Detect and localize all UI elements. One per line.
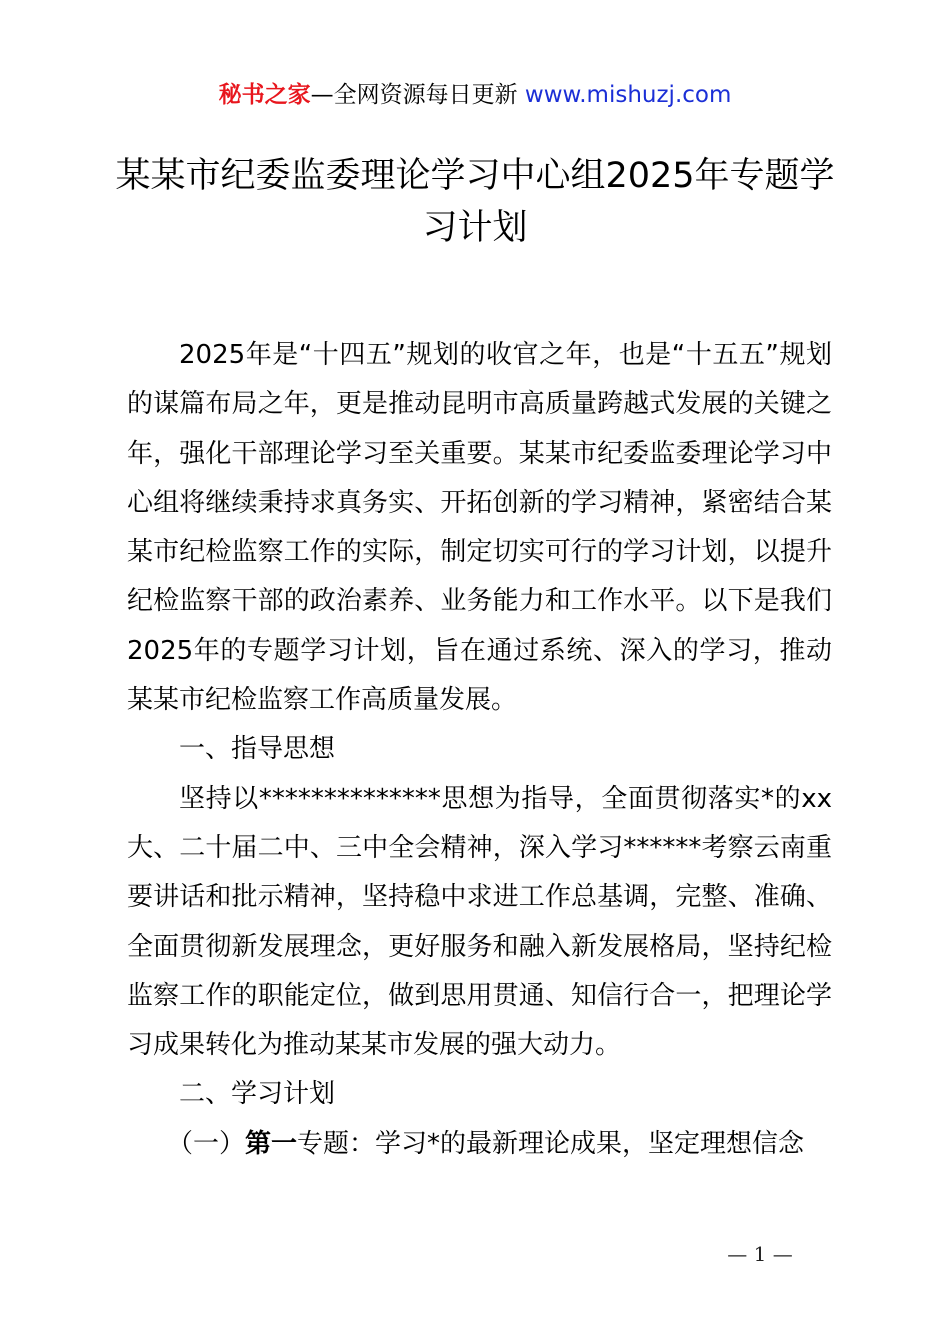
section-heading-study-plan: 二、学习计划 xyxy=(179,1079,336,1110)
page-number: — 1 — xyxy=(727,1242,793,1266)
document-title: 某某市纪委监委理论学习中心组2025年专题学习计划 xyxy=(115,156,835,248)
guiding-thought-paragraph: 坚持以**************思想为指导，全面贯彻落实*的xx大、二十届二中、三中全会精神，深入学习******考察云南重要讲话和批示精神，坚持稳中求进工作总基调，完整、准确、全面贯彻新发展理念，更好服务和融入新发展格局，坚持纪检监察工作的职能定位，做到思用贯通、知信行合一，把理论学习成果转化为推动某某市发展的强大动力。 xyxy=(127,783,832,1061)
site-brand: 秘书之家 xyxy=(218,82,311,108)
document-body xyxy=(127,331,832,1169)
intro-paragraph: 2025年是“十四五”规划的收官之年，也是“十五五”规划的谋篇布局之年，更是推动昆明市高质量跨越式发展的关键之年，强化干部理论学习至关重要。某某市纪委监委理论学习中心组将继续秉持求真务实、开拓创新的学习精神，紧密结合某某市纪检监察工作的实际，制定切实可行的学习计划，以提升纪检监察干部的政治素养、业务能力和工作水平。以下是我们2025年的专题学习计划，旨在通过系统、深入的学习，推动某某市纪检监察工作高质量发展。 xyxy=(127,340,832,716)
subsection-number: （一） xyxy=(167,1128,246,1159)
site-url-link[interactable]: www.mishuzj.com xyxy=(524,82,732,108)
section-heading-guiding-thought: 一、指导思想 xyxy=(179,734,336,765)
subsection-title-text: 专题：学习*的最新理论成果，坚定理想信念 xyxy=(297,1128,805,1159)
subsection-heading-topic-one xyxy=(127,1120,832,1169)
subsection-bold-label: 第一 xyxy=(245,1128,298,1159)
site-header xyxy=(0,78,950,112)
site-tagline: —全网资源每日更新 xyxy=(310,82,525,108)
